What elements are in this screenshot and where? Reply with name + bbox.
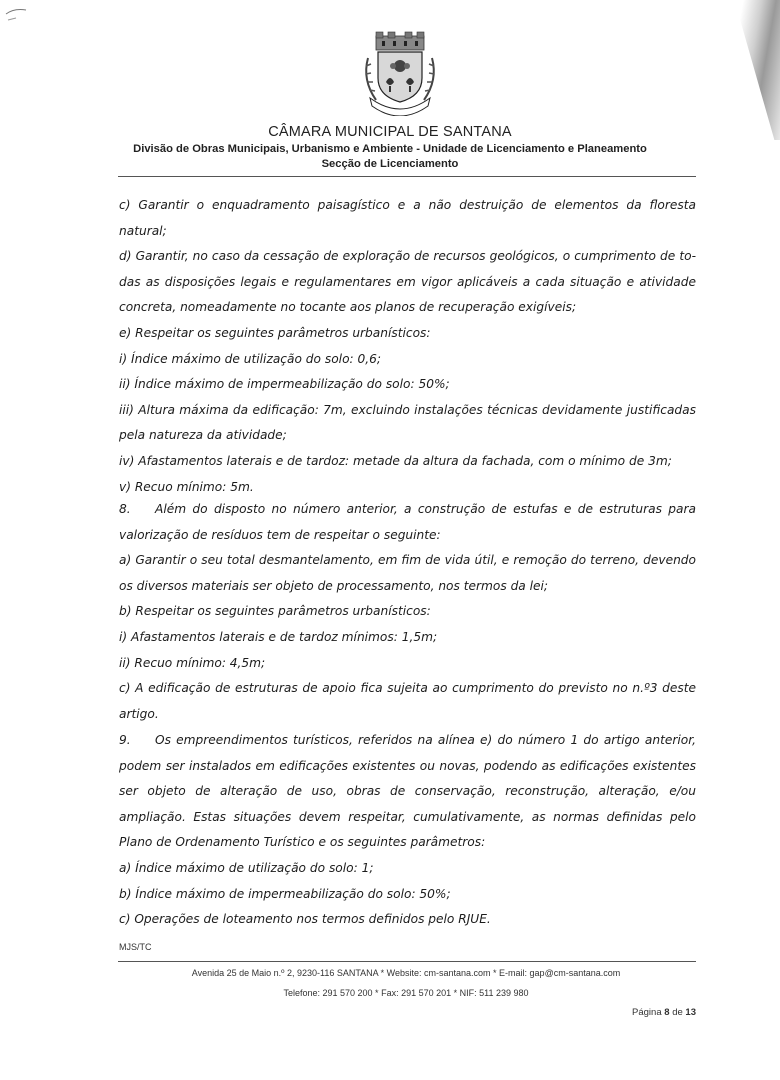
paragraph-text: Além do disposto no número anterior, a construção de estufas e de estruturas para valorização de resíduos tem de respeitar o seguinte: (119, 502, 696, 542)
header-divider (118, 176, 696, 177)
clause-d: d) Garantir, no caso da cessação de exploração de recursos geológicos, o cumprimento de to- das as disposições legais e regulamentares em vigor aplicáveis a cada situação e atividade concreta, nomeadamente no tocante aos planos de recuperação exigíveis; (119, 249, 696, 315)
clause-e-ii: ii) Índice máximo de impermeabilização do solo: 50%; (119, 377, 450, 392)
author-initials: MJS/TC (119, 942, 152, 952)
paragraph-9 (119, 728, 696, 933)
council-name: CÂMARA MUNICIPAL DE SANTANA (268, 124, 512, 140)
clauses-block-7 (119, 193, 696, 500)
footer-address: Avenida 25 de Maio n.º 2, 9230-116 SANTANA * Website: cm-santana.com * E-mail: gap@cm-santana.com (191, 968, 621, 978)
footer-divider (118, 961, 696, 962)
clause-b-i: i) Afastamentos laterais e de tardoz mínimos: 1,5m; (119, 629, 438, 644)
paragraph-8 (119, 497, 696, 727)
clause-a: a) Índice máximo de utilização do solo: 1; (119, 860, 374, 875)
clause-e-v: v) Recuo mínimo: 5m. (119, 479, 254, 494)
page-number (632, 1007, 696, 1018)
footer-contacts: Telefone: 291 570 200 * Fax: 291 570 201 * NIF: 511 239 980 (283, 988, 529, 998)
clause-b: b) Respeitar os seguintes parâmetros urbanísticos: (119, 604, 431, 619)
division-name: Divisão de Obras Municipais, Urbanismo e Ambiente - Unidade de Licenciamento e Planeamento (133, 143, 647, 155)
clause-e-iii: iii) Altura máxima da edificação: 7m, excluindo instalações técnicas devidamente justificadas pela natureza da atividade; (119, 402, 696, 443)
municipal-crest-icon (358, 30, 442, 116)
clause-e: e) Respeitar os seguintes parâmetros urbanísticos: (119, 325, 431, 340)
page-current: 8 (664, 1007, 670, 1018)
page-label: Página (632, 1007, 662, 1018)
clause-b-ii: ii) Recuo mínimo: 4,5m; (119, 655, 266, 670)
clause-e-iv: iv) Afastamentos laterais e de tardoz: metade da altura da fachada, com o mínimo de 3m; (119, 453, 672, 468)
clause-e-i: i) Índice máximo de utilização do solo: 0,6; (119, 351, 381, 366)
paragraph-number: 9. (119, 733, 131, 747)
clause-b: b) Índice máximo de impermeabilização do solo: 50%; (119, 886, 451, 901)
section-name: Secção de Licenciamento (321, 158, 459, 170)
clause-c: c) Operações de loteamento nos termos definidos pelo RJUE. (119, 912, 491, 927)
page-total: 13 (685, 1007, 696, 1018)
scan-shadow (710, 0, 780, 140)
paragraph-number: 8. (119, 502, 131, 516)
paragraph-8-intro (119, 497, 696, 548)
clause-a: a) Garantir o seu total desmantelamento, em fim de vida útil, e remoção do terreno, devendo os diversos materiais ser objeto de processamento, nos termos da lei; (119, 553, 696, 593)
paragraph-9-intro (119, 728, 696, 856)
page-of: de (672, 1007, 683, 1018)
clause-c: c) Garantir o enquadramento paisagístico e a não destruição de elementos da floresta natural; (119, 198, 696, 238)
scan-corner-mark (4, 2, 32, 24)
clause-c: c) A edificação de estruturas de apoio fica sujeita ao cumprimento do previsto no n.º3 deste artigo. (119, 681, 696, 721)
paragraph-text: Os empreendimentos turísticos, referidos na alínea e) do número 1 do artigo anterior, podem ser instalados em edificações existentes ou novas, podendo as edificações existentes ser objeto de alteração de uso, obras de conservação, reconstrução, alteração, e/ou ampliação. Estas situações devem respeitar, cumulativamente, as normas definidas pelo Plano de Ordenamento Turístico e os seguintes parâmetros: (119, 733, 696, 850)
